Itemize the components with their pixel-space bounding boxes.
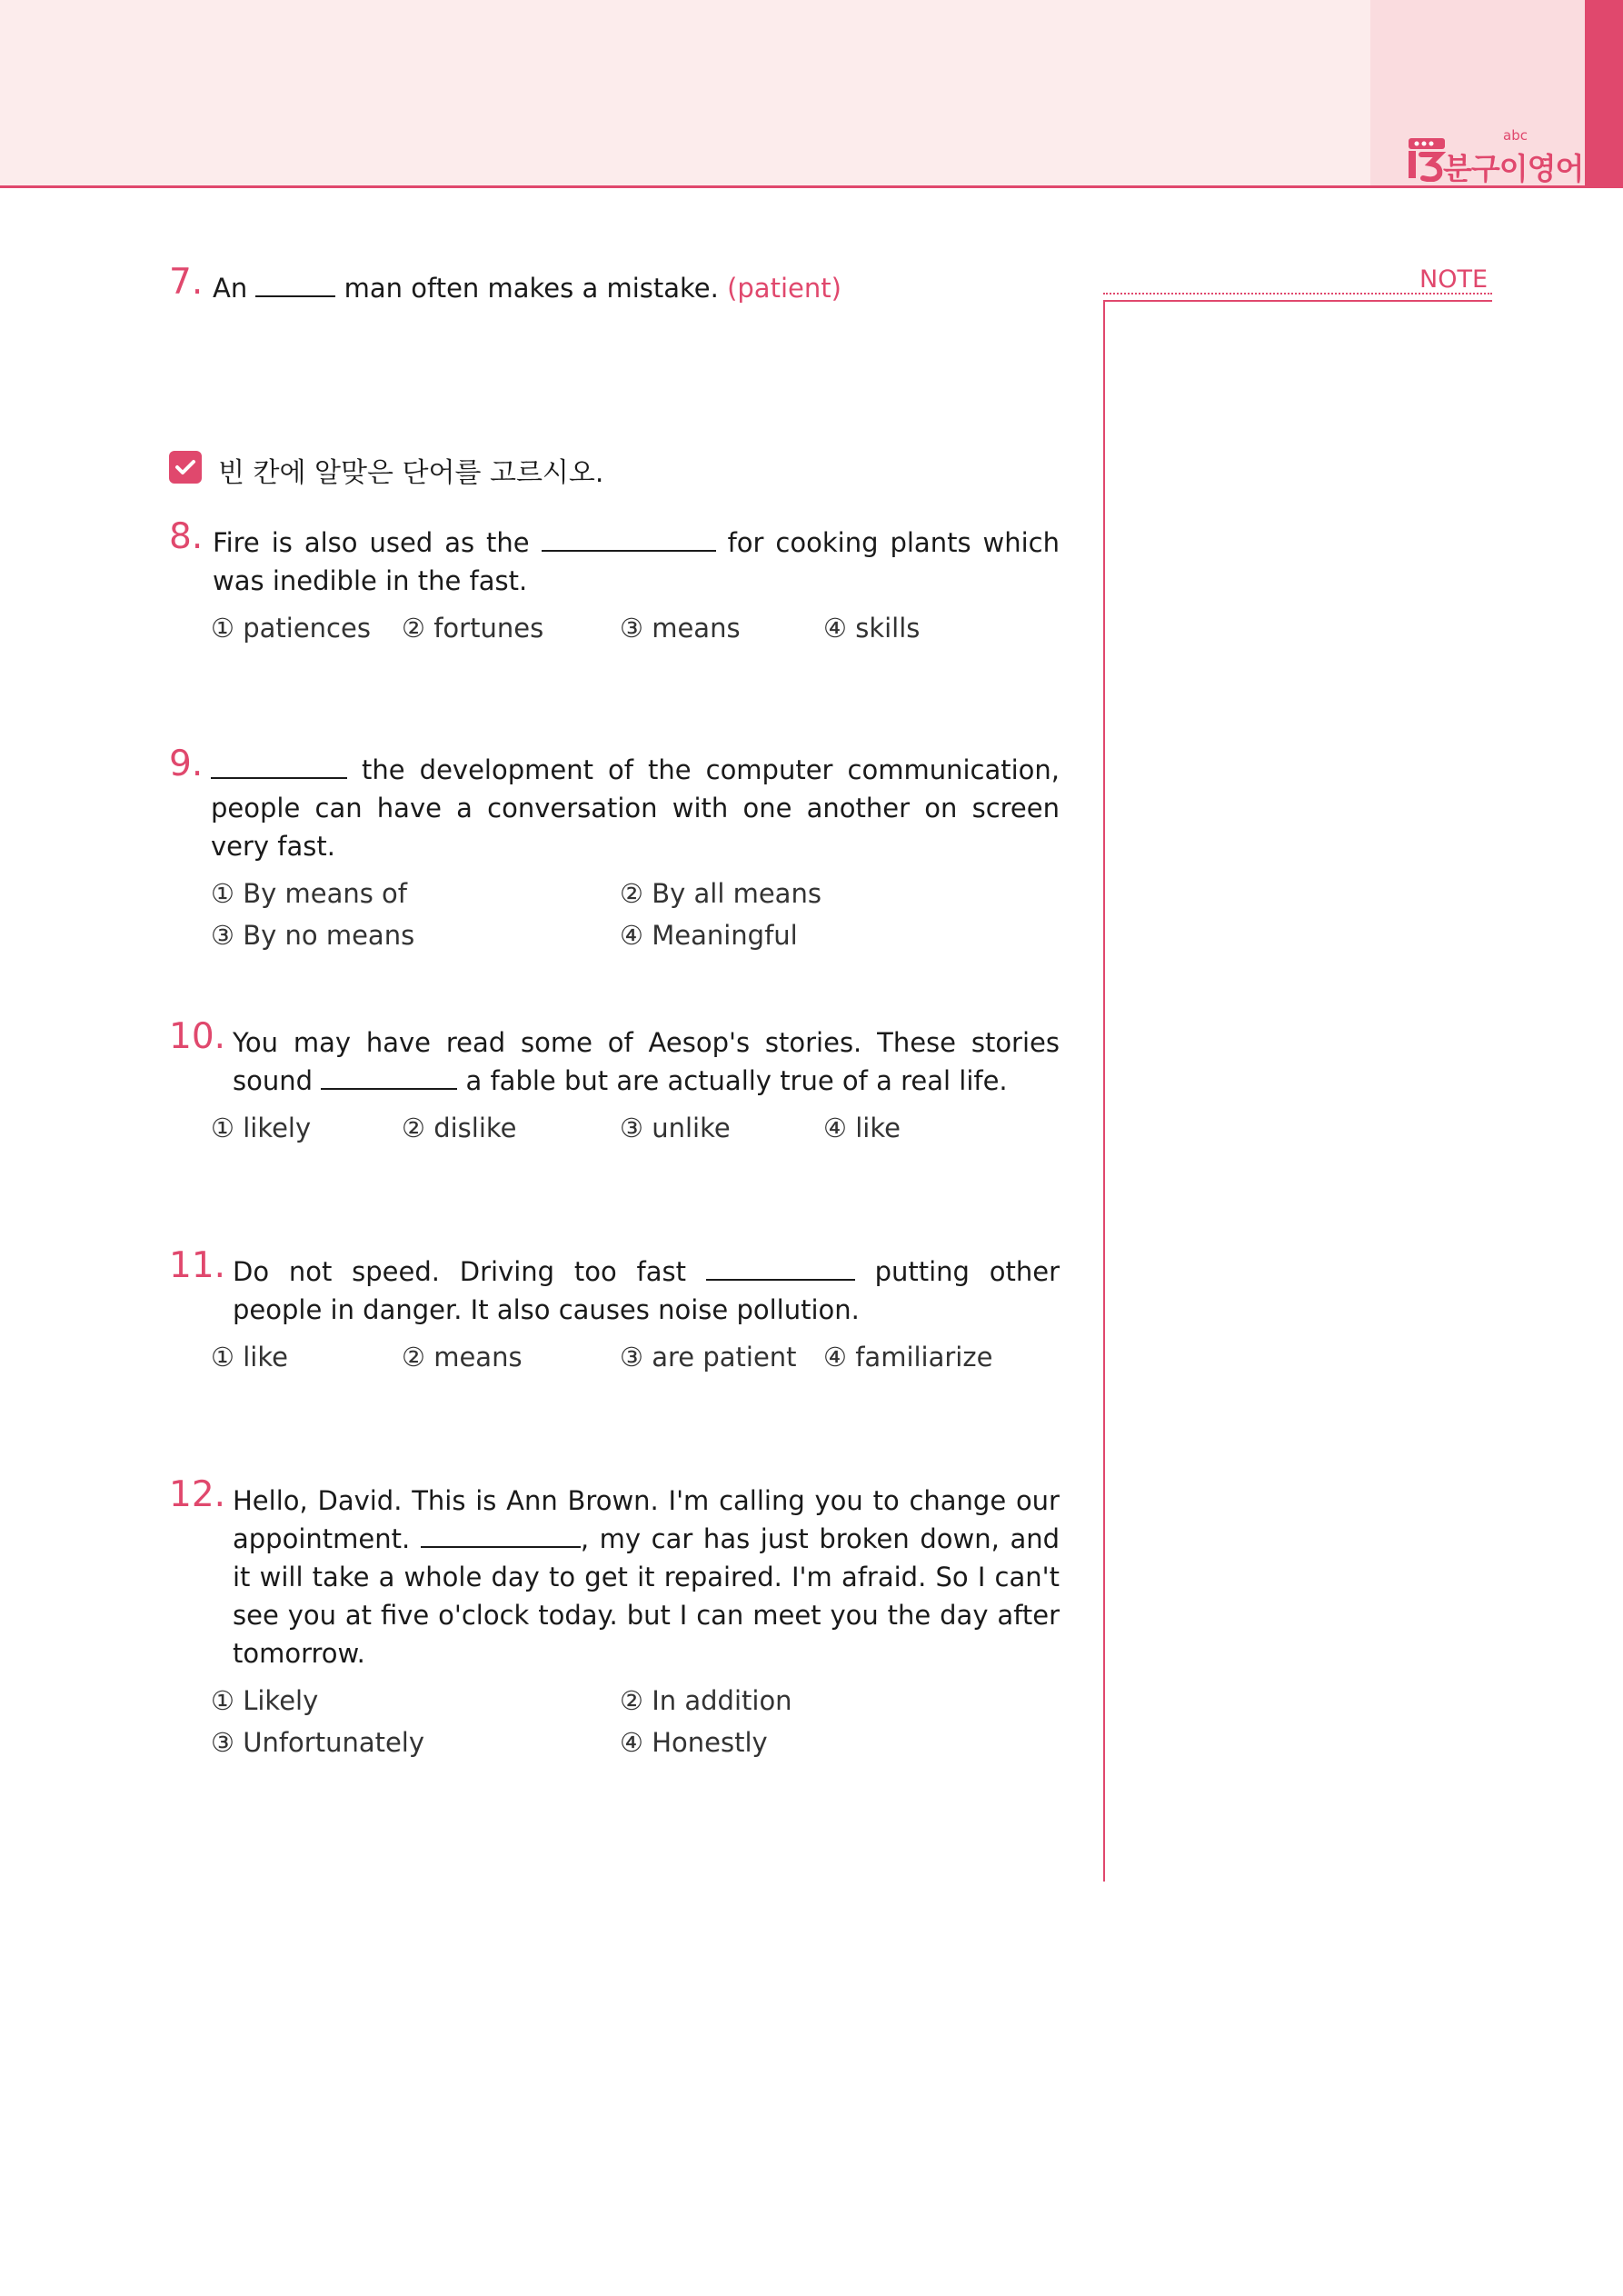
header-rule xyxy=(0,185,1623,188)
choice-2[interactable]: ② dislike xyxy=(402,1113,517,1143)
choice-3[interactable]: ③ By no means xyxy=(211,920,415,951)
question-number: 9. xyxy=(169,744,204,784)
choice-list xyxy=(169,1342,1060,1383)
header-accent-strip xyxy=(1585,0,1623,187)
choice-row-2 xyxy=(169,920,1060,962)
choice-4[interactable]: ④ Honestly xyxy=(620,1727,768,1758)
choice-2[interactable]: ② In addition xyxy=(620,1685,792,1716)
note-label: NOTE xyxy=(1419,265,1489,294)
choice-list xyxy=(169,613,1060,654)
choice-2[interactable]: ② By all means xyxy=(620,878,821,909)
choice-3[interactable]: ③ means xyxy=(620,613,741,644)
question-number: 11. xyxy=(169,1245,226,1286)
question-12 xyxy=(169,1474,1060,1769)
answer-blank[interactable] xyxy=(211,755,347,779)
choice-4[interactable]: ④ familiarize xyxy=(823,1342,993,1373)
choice-row-1 xyxy=(169,878,1060,920)
question-text: An man often makes a mistake. (patient) xyxy=(213,273,841,304)
answer-blank[interactable] xyxy=(542,528,716,552)
answer-blank[interactable] xyxy=(255,274,335,297)
choice-1[interactable]: ① Likely xyxy=(211,1685,319,1716)
question-9 xyxy=(169,744,1060,962)
question-text: You may have read some of Aesop's stories. These stories sound a fable but are actually true of a real life. xyxy=(233,1027,1060,1096)
choice-4[interactable]: ④ Meaningful xyxy=(620,920,798,951)
answer-blank[interactable] xyxy=(706,1257,855,1281)
question-number: 10. xyxy=(169,1016,226,1057)
choice-1[interactable]: ① By means of xyxy=(211,878,408,909)
choice-3[interactable]: ③ Unfortunately xyxy=(211,1727,425,1758)
logo-mark-icon xyxy=(1407,136,1447,182)
choice-3[interactable]: ③ are patient xyxy=(620,1342,797,1373)
question-number: 8. xyxy=(169,516,204,557)
question-number: 12. xyxy=(169,1474,226,1515)
choice-1[interactable]: ① patiences xyxy=(211,613,371,644)
note-dotted-rule xyxy=(1103,293,1492,294)
note-left-border xyxy=(1103,300,1105,1882)
choice-row-2 xyxy=(169,1727,1060,1769)
brand-logo xyxy=(1407,127,1584,186)
answer-blank[interactable] xyxy=(421,1524,581,1548)
choice-row-1 xyxy=(169,1685,1060,1727)
check-icon xyxy=(169,451,202,484)
question-text: the development of the computer communication, people can have a conversation with one another on screen very fast. xyxy=(211,754,1060,862)
question-text: Fire is also used as the for cooking plants which was inedible in the fast. xyxy=(213,527,1060,596)
question-11 xyxy=(169,1245,1060,1383)
hint-word: (patient) xyxy=(727,273,841,304)
question-text: Hello, David. This is Ann Brown. I'm calling you to change our appointment. , my car has just broken down, and it will take a whole day to get it repaired. I'm afraid. So I can't see you at five o'clock today. but I can meet you the day after tomorrow. xyxy=(233,1485,1060,1669)
choice-4[interactable]: ④ like xyxy=(823,1113,901,1143)
choice-4[interactable]: ④ skills xyxy=(823,613,921,644)
note-top-border xyxy=(1103,300,1492,302)
choice-1[interactable]: ① likely xyxy=(211,1113,312,1143)
logo-abc-text: abc xyxy=(1503,127,1528,144)
choice-2[interactable]: ② fortunes xyxy=(402,613,544,644)
choice-1[interactable]: ① like xyxy=(211,1342,288,1373)
choice-3[interactable]: ③ unlike xyxy=(620,1113,731,1143)
instruction-text: 빈 칸에 알맞은 단어를 고르시오. xyxy=(218,457,604,489)
question-8 xyxy=(169,516,1060,654)
choice-2[interactable]: ② means xyxy=(402,1342,523,1373)
question-text: Do not speed. Driving too fast putting other people in danger. It also causes noise pollution. xyxy=(233,1256,1060,1325)
question-10 xyxy=(169,1016,1060,1154)
answer-blank[interactable] xyxy=(321,1066,457,1090)
choice-list xyxy=(169,1113,1060,1154)
logo-text: 분구이영어 xyxy=(1443,151,1584,186)
question-7 xyxy=(169,262,1060,307)
question-number: 7. xyxy=(169,262,204,303)
